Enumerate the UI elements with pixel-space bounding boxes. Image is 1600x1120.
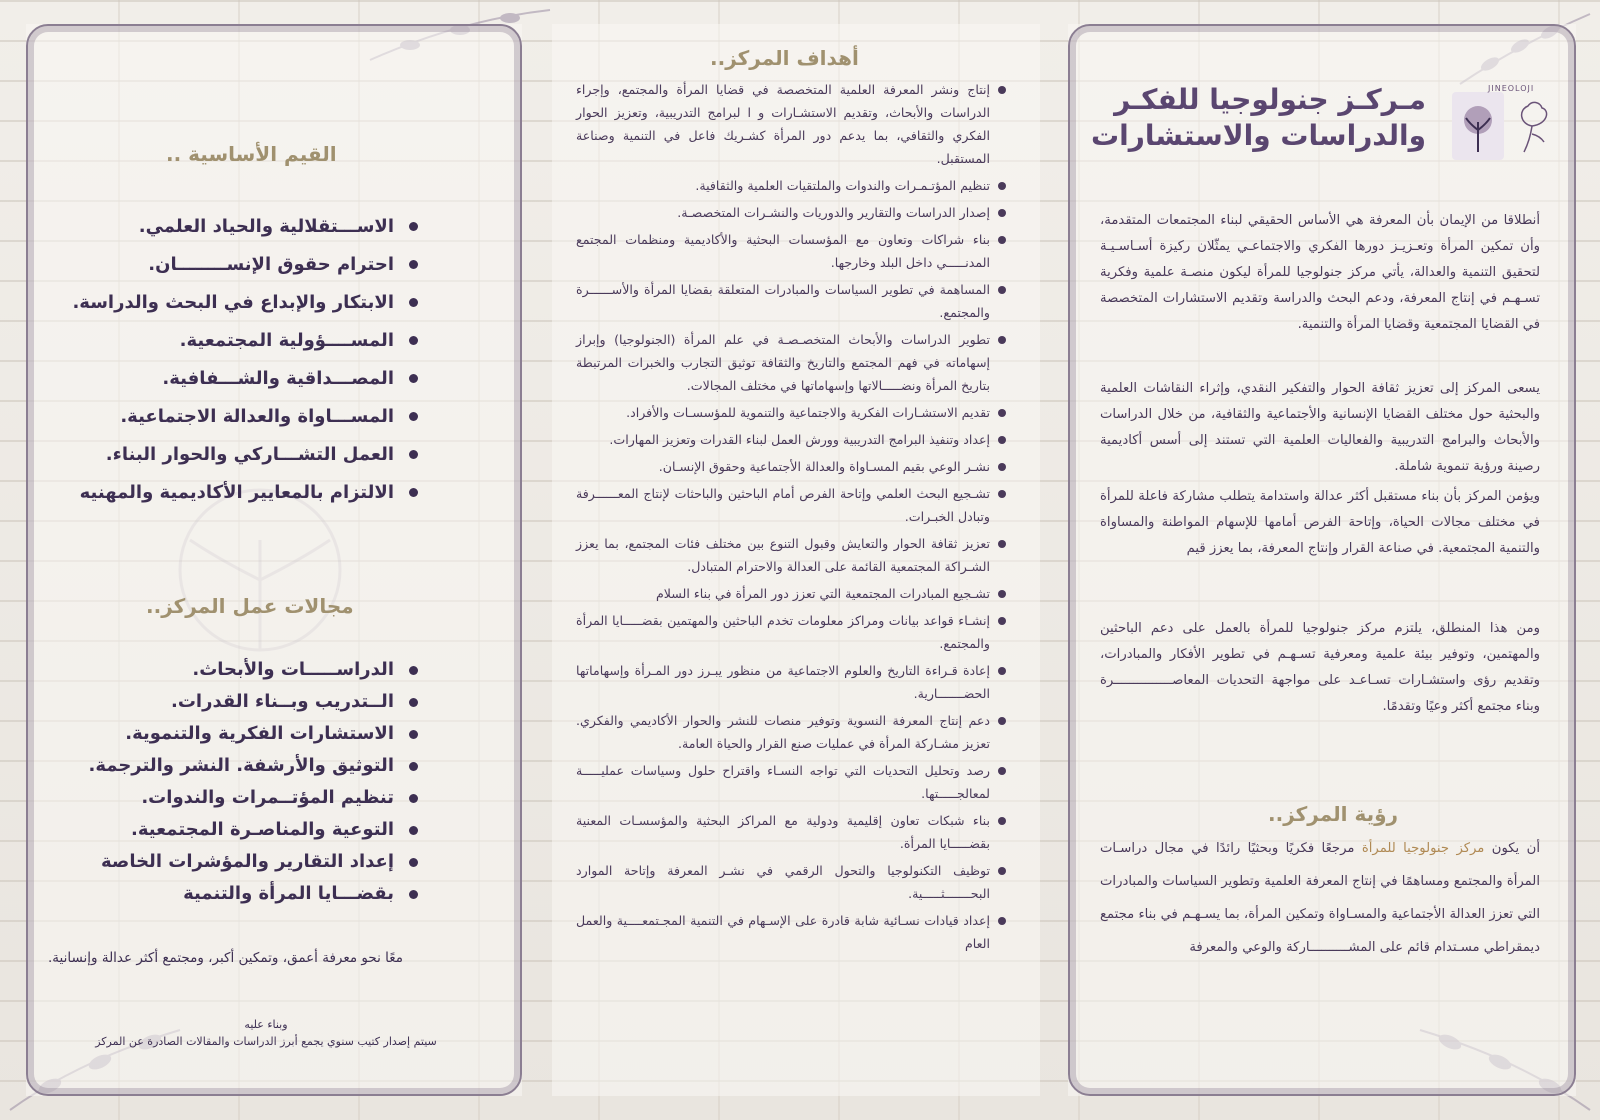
values-panel bbox=[26, 24, 522, 1096]
value-item: العمل التشـــاركي والحوار البناء. bbox=[72, 436, 422, 474]
goal-item: المساهمة في تطوير السياسات والمبادرات المتعلقة بقضايا المرأة والأســــــرة والمجتمع. bbox=[576, 278, 1008, 324]
goals-panel bbox=[552, 24, 1040, 1096]
fields-list bbox=[89, 654, 422, 910]
field-item: بقضـــايا المرأة والتنمية bbox=[89, 878, 422, 910]
footer-line1: وبناء عليه bbox=[244, 1018, 288, 1031]
goals-list bbox=[576, 78, 1008, 959]
goal-item: توظيف التكنولوجيا والتحول الرقمي في نشـر المعرفة وإتاحة الموارد البحـــــــثـــــية. bbox=[576, 859, 1008, 905]
goal-item: إعداد وتنفيذ البرامج التدريبية وورش العمل لبناء القدرات وتعزيز المهارات. bbox=[576, 428, 1008, 451]
field-item: تنظيم المؤتــمرات والندوات. bbox=[89, 782, 422, 814]
value-item: المصـــداقية والشـــفافية. bbox=[72, 360, 422, 398]
footer-line2: سيتم إصدار كتيب سنوي يجمع أبرز الدراسات والمقالات الصادرة عن المركز bbox=[95, 1035, 437, 1048]
center-title bbox=[1086, 82, 1426, 154]
rose-icon bbox=[1510, 96, 1554, 156]
goals-heading: أهداف المركز.. bbox=[710, 46, 859, 70]
logo-caption: JINEOLOJI bbox=[1488, 84, 1535, 93]
fields-heading: مجالات عمل المركز.. bbox=[146, 594, 354, 618]
intro-paragraph-2: يسعى المركز إلى تعزيز ثقافة الحوار والتفكير النقدي، وإثراء النقاشات العلمية والبحثية حول مختلف القضايا الإنسانية والأجتماعية والثقافية، من خلال الدراسات والأبحاث والبرامج التدريبية والفعاليات العلمية التي تستند إلى أسس أكاديمية رصينة ورؤية تنموية شاملة. bbox=[1100, 381, 1540, 474]
goal-item: إعداد قيادات نسـائية شابة قادرة على الإسـهام في التنمية المجـتمعــــية والعمل العام bbox=[576, 909, 1008, 955]
value-item: الالتزام بالمعايير الأكاديمية والمهنيه bbox=[72, 474, 422, 512]
field-item: التوعية والمناصـرة المجتمعية. bbox=[89, 814, 422, 846]
field-item: الاستشارات الفكرية والتنموية. bbox=[89, 718, 422, 750]
goal-item: إعادة قـراءة التاريخ والعلوم الاجتماعية من منظور يبـرز دور المـرأة وإسهاماتها الحضـــــــارية. bbox=[576, 659, 1008, 705]
value-item: المســـاواة والعدالة الاجتماعية. bbox=[72, 398, 422, 436]
closing-slogan: معًا نحو معرفة أعمق، وتمكين أكبر، ومجتمع أكثر عدالة وإنسانية. bbox=[48, 950, 403, 966]
vision-heading: رؤية المركز.. bbox=[1268, 802, 1399, 826]
goal-item: إنتاج ونشر المعرفة العلمية المتخصصة في قضايا المرأة والمجتمع، وإجراء الدراسات والأبحاث، وتقديم الاستشـارات و ا لبرامج التدريبية، وتعزيز الحوار الفكري والثقافي، بما يدعم دور المرأة كشـريك فاعل في التنمية وصناعة المستقبل. bbox=[576, 78, 1008, 170]
goal-item: تنظيم المؤتـمـرات والندوات والملتقيات العلمية والثقافية. bbox=[576, 174, 1008, 197]
panel-frame bbox=[26, 24, 522, 1096]
intro-paragraph-4: ومن هذا المنطلق، يلتزم مركز جنولوجيا للمرأة بالعمل على دعم الباحثين والمهتمين، وتوفير بيئة علمية ومعرفية تسـهـم في تطوير الأفكار والمبادرات، وتقديم رؤى واستشـارات تسـاعـد على مواجهة التحديات المعاصـــــــــــــــرة وبناء مجتمع أكثر وعيًا وتقدمًا. bbox=[1100, 621, 1540, 714]
goal-item: إصدار الدراسات والتقارير والدوريات والنشـرات المتخصصـة. bbox=[576, 201, 1008, 224]
goal-item: بناء شراكات وتعاون مع المؤسسات البحثية والأكاديمية ومنظمات المجتمع المدنـــــي داخل البلد وخارجها. bbox=[576, 228, 1008, 274]
center-title-line2: والدراسات والاستشارات bbox=[1090, 119, 1426, 152]
value-item: المســــؤولية المجتمعية. bbox=[72, 322, 422, 360]
goal-item: تطوير الدراسات والأبحاث المتخصـصـة في علم المرأة (الجنولوجيا) وإبراز إسهاماته في فهم المجتمع والتاريخ والثقافة توثيق التجارب والخبرات المرتبطة بتاريخ المرأة ونضـــــالاتها وإسهاماتها في مختلف المجالات. bbox=[576, 328, 1008, 397]
field-item: إعداد التقارير والمؤشرات الخاصة bbox=[89, 846, 422, 878]
vision-paragraph bbox=[1100, 832, 1540, 964]
value-item: الاســـتقلالية والحياد العلمي. bbox=[72, 208, 422, 246]
vision-highlight: مركز جنولوجيا للمرأة bbox=[1361, 841, 1485, 856]
intro-paragraph-1: أنطلاقا من الإيمان بأن المعرفة هي الأساس الحقيقي لبناء المجتمعات المتقدمة، وأن تمكين المرأة وتعـزيـز دورها الفكري والاجتماعـي يمثّلان ركيزة أسـاسـيـة لتحقيق التنمية والعدالة، يأتي مركز جنولوجيا للمرأة ليكون منصـة علمية وفكرية تسـهـم في إنتاج المعرفة، ودعم البحث والدراسة وتقديم الاستشارات المتخصصة في القضايا المجتمعية وقضايا المرأة والتنمية. bbox=[1100, 213, 1540, 332]
logo-block bbox=[1448, 82, 1558, 170]
field-item: الدراســـــات والأبحاث. bbox=[89, 654, 422, 686]
goal-item: تعزيز ثقافة الحوار والتعايش وقبول التنوع بين مختلف فئات المجتمع، بما يعزز الشـراكة المجتمعية القائمة على العدالة والاحترام المتبادل. bbox=[576, 532, 1008, 578]
intro-panel bbox=[1068, 24, 1576, 1096]
field-item: الــتدريب وبــناء القدرات. bbox=[89, 686, 422, 718]
goal-item: تقديم الاستشـارات الفكرية والاجتماعية والتنموية للمؤسسـات والأفراد. bbox=[576, 401, 1008, 424]
field-item: التوثيق والأرشفة. النشر والترجمة. bbox=[89, 750, 422, 782]
goal-item: نشـر الوعي بقيم المسـاواة والعدالة الأجتماعية وحقوق الإنسـان. bbox=[576, 455, 1008, 478]
goal-item: دعم إنتاج المعرفة النسوية وتوفير منصات للنشر والحوار الأكاديمي والفكري. تعزيز مشـاركة المرأة في عمليات صنع القرار والحياة العامة. bbox=[576, 709, 1008, 755]
goal-item: إنشـاء قواعد بيانات ومراكز معلومات تخدم الباحثين والمهتمين بقضـــــايا المرأة والمجتمع. bbox=[576, 609, 1008, 655]
logo-mark bbox=[1452, 92, 1504, 160]
tree-logo-icon bbox=[1458, 98, 1498, 154]
value-item: احترام حقوق الإنســــــــان. bbox=[72, 246, 422, 284]
goal-item: رصد وتحليل التحديات التي تواجه النسـاء واقتراح حلول وسياسات عمليـــــة لمعالجـــــتها. bbox=[576, 759, 1008, 805]
goal-item: بناء شبكات تعاون إقليمية ودولية مع المراكز البحثية والمؤسسـات المعنية بقضـــــايا المرأة. bbox=[576, 809, 1008, 855]
intro-paragraph-3: ويؤمن المركز بأن بناء مستقبل أكثر عدالة واستدامة يتطلب مشاركة فاعلة للمرأة في مختلف مجالات الحياة، وإتاحة الفرص أمامها للإسهام المواطنة والمساواة والتنمية المجتمعية. في صناعة القرار وإنتاج المعرفة، بما يعزز قيم bbox=[1100, 489, 1540, 556]
footer-note bbox=[66, 1018, 466, 1048]
value-item: الابتكار والإبداع في البحث والدراسة. bbox=[72, 284, 422, 322]
vision-text-pre: أن يكون bbox=[1491, 841, 1540, 856]
center-title-line1: مـركـز جنولوجيا للفكـر bbox=[1114, 83, 1426, 116]
values-heading: القيم الأساسية .. bbox=[166, 142, 337, 166]
values-list bbox=[72, 208, 422, 512]
goal-item: تشـجيع المبادرات المجتمعية التي تعزز دور المرأة في بناء السلام bbox=[576, 582, 1008, 605]
goal-item: تشـجيع البحث العلمي وإتاحة الفرص أمام الباحثين والباحثات لإنتاج المعــــــرفة وتبادل الخبـرات. bbox=[576, 482, 1008, 528]
vision-text-post: مرجعًا فكريًا وبحثيًا رائدًا في مجال دراسـات المرأة والمجتمع ومساهمًا في إنتاج المعرفة العلمية وتطوير السياسات والمبادرات التي تعزز العدالة الأجتماعية والمسـاواة وتمكين المرأة، بما يسـهـم في بناء مجتمع ديمقراطي مسـتدام قائم على المشــــــــــاركة والوعي والمعرفة bbox=[1100, 841, 1540, 955]
